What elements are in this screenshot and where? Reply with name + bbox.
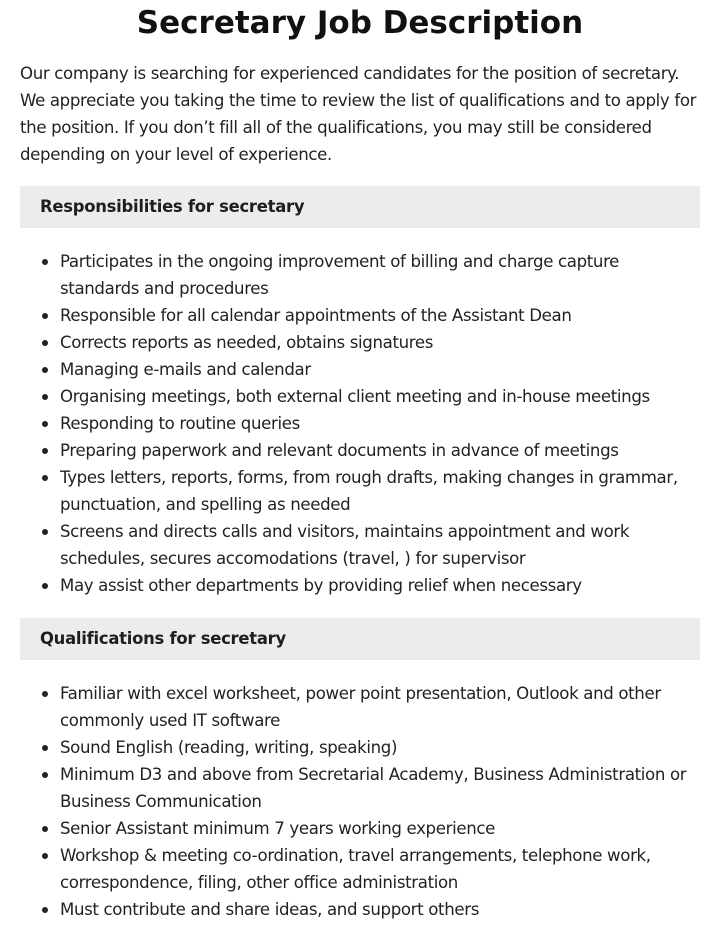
bullet-icon bbox=[42, 448, 48, 454]
bullet-icon bbox=[42, 475, 48, 481]
list-item bbox=[20, 464, 700, 518]
list-item-text: Corrects reports as needed, obtains signatures bbox=[60, 333, 434, 352]
list-item bbox=[20, 518, 700, 572]
list-item-text: May assist other departments by providing relief when necessary bbox=[60, 576, 582, 595]
page-title: Secretary Job Description bbox=[136, 5, 584, 41]
list-item bbox=[20, 572, 700, 599]
list-item-text: Familiar with excel worksheet, power point presentation, Outlook and other commonly used IT software bbox=[60, 684, 661, 730]
list-item bbox=[20, 680, 700, 734]
list-item-text: Screens and directs calls and visitors, maintains appointment and work schedules, secures accomodations (travel, ) for supervisor bbox=[60, 522, 630, 568]
list-item bbox=[20, 761, 700, 815]
list-item-text: Responding to routine queries bbox=[60, 414, 300, 433]
list-item-text: Senior Assistant minimum 7 years working experience bbox=[60, 819, 495, 838]
bullet-icon bbox=[42, 394, 48, 400]
list-item bbox=[20, 356, 700, 383]
list-item-text: Organising meetings, both external client meeting and in-house meetings bbox=[60, 387, 650, 406]
bullet-icon bbox=[42, 745, 48, 751]
bullet-icon bbox=[42, 313, 48, 319]
list-item-text: Sound English (reading, writing, speaking) bbox=[60, 738, 398, 757]
list-item-text: Types letters, reports, forms, from rough drafts, making changes in grammar, punctuation, and spelling as needed bbox=[60, 468, 678, 514]
qualifications-list bbox=[20, 680, 700, 923]
bullet-icon bbox=[42, 421, 48, 427]
bullet-icon bbox=[42, 691, 48, 697]
qualifications-heading: Qualifications for secretary bbox=[20, 618, 700, 660]
bullet-icon bbox=[42, 259, 48, 265]
bullet-icon bbox=[42, 340, 48, 346]
bullet-icon bbox=[42, 529, 48, 535]
intro-paragraph: Our company is searching for experienced candidates for the position of secretary. We appreciate you taking the time to review the list of qualifications and to apply for the position. If you don’t fill all of the qualifications, you may still be considered depending on your level of experience. bbox=[20, 64, 697, 164]
list-item-text: Minimum D3 and above from Secretarial Academy, Business Administration or Business Communication bbox=[60, 765, 687, 811]
list-item-text: Participates in the ongoing improvement of billing and charge capture standards and procedures bbox=[60, 252, 620, 298]
list-item bbox=[20, 734, 700, 761]
list-item bbox=[20, 329, 700, 356]
responsibilities-list bbox=[20, 248, 700, 599]
bullet-icon bbox=[42, 853, 48, 859]
responsibilities-heading: Responsibilities for secretary bbox=[20, 186, 700, 228]
bullet-icon bbox=[42, 583, 48, 589]
list-item-text: Must contribute and share ideas, and support others bbox=[60, 900, 479, 919]
list-item-text: Managing e-mails and calendar bbox=[60, 360, 311, 379]
list-item-text: Workshop & meeting co-ordination, travel arrangements, telephone work, correspondence, filing, other office administration bbox=[60, 846, 651, 892]
bullet-icon bbox=[42, 772, 48, 778]
list-item bbox=[20, 383, 700, 410]
list-item bbox=[20, 842, 700, 896]
list-item bbox=[20, 437, 700, 464]
bullet-icon bbox=[42, 367, 48, 373]
bullet-icon bbox=[42, 826, 48, 832]
list-item bbox=[20, 302, 700, 329]
list-item bbox=[20, 815, 700, 842]
list-item bbox=[20, 248, 700, 302]
list-item bbox=[20, 896, 700, 923]
bullet-icon bbox=[42, 907, 48, 913]
list-item-text: Responsible for all calendar appointments of the Assistant Dean bbox=[60, 306, 572, 325]
list-item bbox=[20, 410, 700, 437]
list-item-text: Preparing paperwork and relevant documents in advance of meetings bbox=[60, 441, 619, 460]
